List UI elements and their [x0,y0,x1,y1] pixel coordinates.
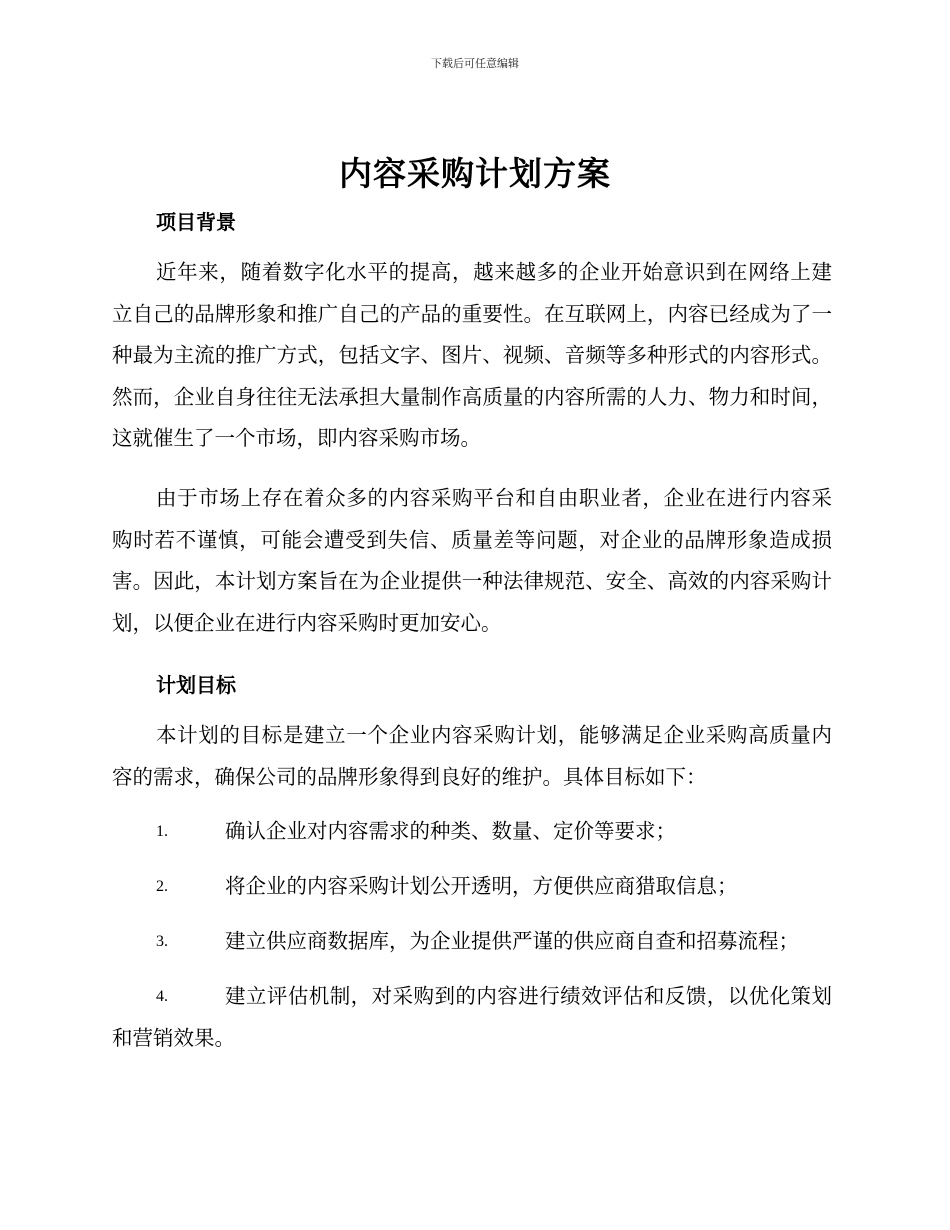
paragraph-background-2: 由于市场上存在着众多的内容采购平台和自由职业者，企业在进行内容采购时若不谨慎，可能会遭受到失信、质量差等问题，对企业的品牌形象造成损害。因此，本计划方案旨在为企业提供一种法律规范、安全、高效的内容采购计划，以便企业在进行内容采购时更加安心。 [112,486,832,635]
list-number: 4. [156,988,168,1005]
list-text: 确认企业对内容需求的种类、数量、定价等要求； [225,819,676,843]
section-heading-goals: 计划目标 [156,673,236,697]
header-note: 下载后可任意编辑 [431,57,519,70]
list-text: 建立供应商数据库，为企业提供严谨的供应商自查和招募流程； [225,929,799,953]
list-text: 将企业的内容采购计划公开透明，方便供应商猎取信息； [225,874,738,898]
list-text: 建立评估机制，对采购到的内容进行绩效评估和反馈，以优化策划和营销效果。 [112,984,832,1050]
list-item [112,866,832,908]
section-heading-background: 项目背景 [156,210,236,234]
list-item [112,921,832,963]
list-item [112,811,832,853]
paragraph-goals-intro: 本计划的目标是建立一个企业内容采购计划，能够满足企业采购高质量内容的需求，确保公司的品牌形象得到良好的维护。具体目标如下： [112,723,832,789]
list-item [112,976,832,1059]
document-title: 内容采购计划方案 [339,154,611,193]
list-number: 2. [156,878,168,895]
list-number: 1. [156,823,168,840]
paragraph-background-1: 近年来，随着数字化水平的提高，越来越多的企业开始意识到在网络上建立自己的品牌形象和推广自己的产品的重要性。在互联网上，内容已经成为了一种最为主流的推广方式，包括文字、图片、视频、音频等多种形式的内容形式。然而，企业自身往往无法承担大量制作高质量的内容所需的人力、物力和时间，这就催生了一个市场，即内容采购市场。 [112,260,832,450]
list-number: 3. [156,933,168,950]
